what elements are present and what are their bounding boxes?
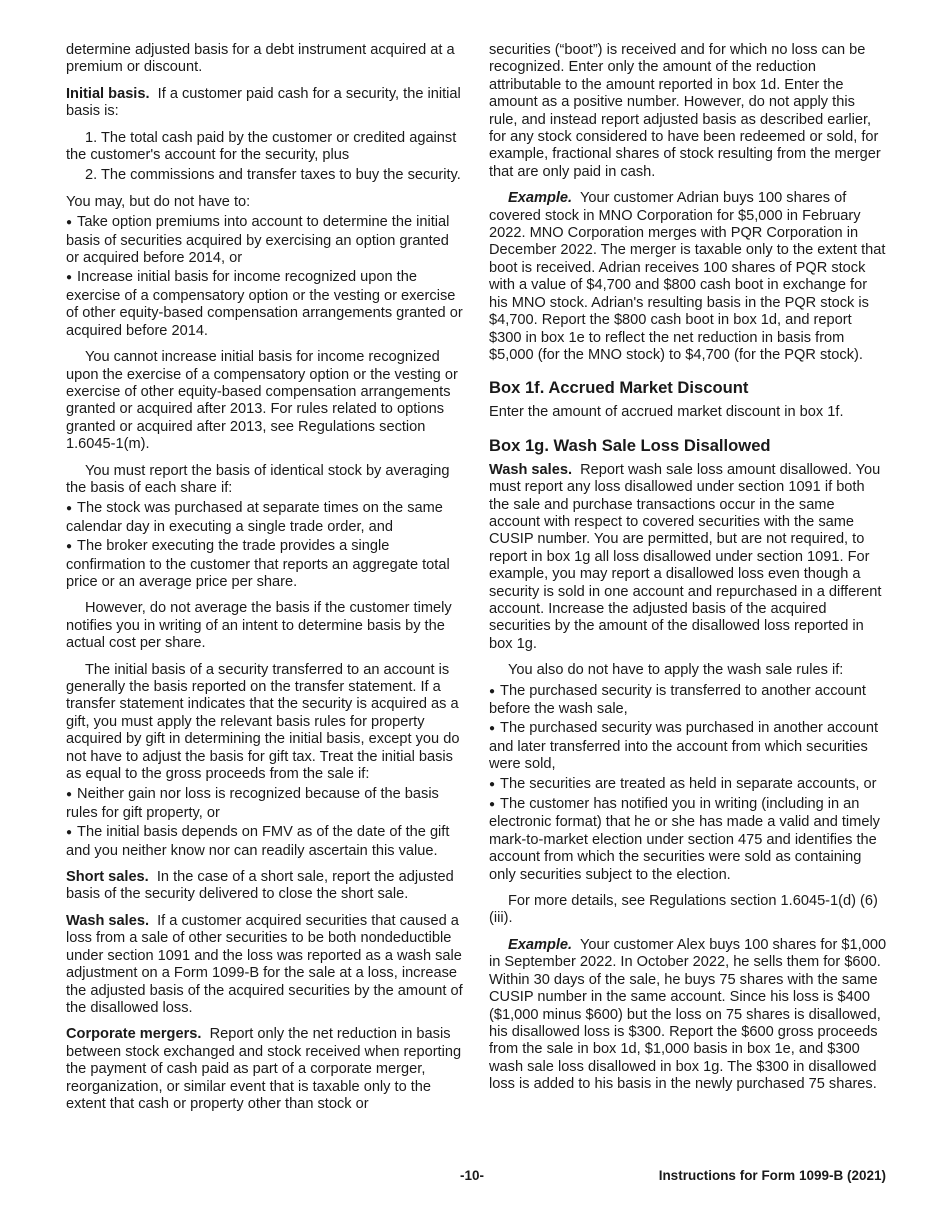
list-item: ● The customer has notified you in writing (including in an electronic format) that he or she has made a valid and timely mark-to-market election under section 475 and identifies the account from which the securities were sold as containing only securities subject to the election. [489,796,880,883]
wash-sales-heading: Wash sales. [489,461,573,478]
wash-sales-paragraph: Wash sales. If a customer acquired securities that caused a loss from a sale of other securities to be both nondeductible under section 1091 and the loss was reported as a wash sale adjustment on a Form 1099-B for the sale at a loss, increase the adjusted basis of the acquired securities by the amount of the disallowed loss. [66,912,463,1016]
example-alex-paragraph: Example. Your customer Alex buys 100 shares for $1,000 in September 2022. In October 2022, he sells them for $600. Within 30 days of the sale, he buys 75 shares with the same CUSIP number in the same account. Since his loss is $400 ($1,000 minus $600) but the loss on 75 shares is disallowed, his disallowed loss is $300. Report the $600 gross proceeds from the sale in box 1d, $1,000 basis in box 1e, and $300 wash sale loss disallowed in box 1g. The $300 in disallowed loss is added to his basis in the newly purchased 75 shares. [489,936,887,1093]
short-sales-paragraph: Short sales. In the case of a short sale, report the adjusted basis of the security delivered to close the short sale. [66,869,454,903]
example-label: Example. [508,190,573,207]
list-item: ● The broker executing the trade provides a single confirmation to the customer that reports an aggregate total price or an average price per share. [66,538,450,590]
list-item: ● The stock was purchased at separate times on the same calendar day in executing a single trade order, and [66,500,443,535]
box-1g-heading: Box 1g. Wash Sale Loss Disallowed [489,435,771,455]
bullet-icon: ● [489,685,496,697]
more-details-paragraph: For more details, see Regulations section 1.6045-1(d) (6)(iii). [489,893,878,927]
continued-paragraph: securities (“boot”) is received and for which no loss can be recognized. Enter only the amount of the reduction attributable to the amount reported in box 1d. Enter the amount as a positive number. However, do not apply this rule, and instead report adjusted basis as described earlier, for any stock considered to have been redeemed or sold, for example, fractional shares of stock resulting from the merger that are only paid in cash. [489,42,881,180]
bullet-icon: ● [66,217,73,229]
numbered-item-1: 1. The total cash paid by the customer or credited against the customer's account for the security, plus [66,129,457,164]
initial-basis-heading: Initial basis. [66,85,150,102]
form-title: Instructions for Form 1099-B (2021) [658,1168,886,1183]
however-paragraph: However, do not average the basis if the customer timely notifies you in writing of an intent to determine basis by the actual cost per share. [66,600,452,652]
bullet-icon: ● [66,827,73,839]
may-intro: You may, but do not have to: [66,193,251,210]
right-column [489,42,887,1103]
corporate-mergers-heading: Corporate mergers. [66,1026,202,1043]
example-label: Example. [508,936,573,953]
short-sales-heading: Short sales. [66,869,149,886]
list-item: ● Take option premiums into account to determine the initial basis of securities acquired by exercising an option granted or acquired before 2014, or [66,214,450,267]
box-1f-heading: Box 1f. Accrued Market Discount [489,378,749,398]
list-item: ● Neither gain nor loss is recognized because of the basis rules for gift property, or [66,786,439,821]
example-adrian-paragraph: Example. Your customer Adrian buys 100 shares of covered stock in MNO Corporation for $5,000 in February 2022. MNO Corporation merges with PQR Corporation in December 2022. The merger is taxable only to the extent that boot is received. Adrian receives 100 shares of PQR stock with a value of $4,700 and $800 cash boot in exchange for his MNO stock. Adrian's resulting basis in the PQR stock is $4,700. Report the $800 cash boot in box 1d, and report $300 in box 1e to reflect the net reduction in basis from $5,000 (for the MNO stock) to $4,700 (for the PQR stock). [489,190,886,363]
bullet-icon: ● [489,778,496,790]
bullet-icon: ● [66,789,73,801]
bullet-icon: ● [66,541,73,553]
bullet-icon: ● [66,272,73,284]
list-item: ● The initial basis depends on FMV as of the date of the gift and you neither know nor can readily ascertain this value. [66,824,450,859]
identical-stock-intro: You must report the basis of identical stock by averaging the basis of each share if: [66,462,450,496]
list-item: ● The purchased security is transferred to another account before the wash sale, [489,682,866,717]
cannot-paragraph: You cannot increase initial basis for income recognized upon the exercise of a compensatory option or the vesting or exercise of other equity-based compensation arrangements granted or acquired after 2013. For rules related to options granted or acquired after 2013, see Regulations section 1.6045-1(m). [66,349,458,453]
bullet-icon: ● [66,503,73,515]
list-item: ● The securities are treated as held in separate accounts, or [489,775,877,792]
list-item: ● The purchased security was purchased in another account and later transferred into the account from which securities were sold, [489,720,879,773]
also-intro: You also do not have to apply the wash sale rules if: [508,662,844,679]
transfer-paragraph: The initial basis of a security transferred to an account is generally the basis reported on the transfer statement. If a transfer statement indicates that the security is acquired as a gift, you must apply the relevant basis rules for property acquired by gift in determining the initial basis, except you do not have to adjust the basis for gift tax. Treat the initial basis as equal to the gross proceeds from the sale if: [66,661,460,783]
page-number: -10- [460,1168,485,1183]
wash-sales-1g-paragraph: Wash sales. Report wash sale loss amount disallowed. You must report any loss disallowed under section 1091 if both the sale and purchase transactions occur in the same account with respect to covered securities with the same CUSIP number. You are permitted, but are not required, to report in box 1g all loss disallowed under section 1091. For example, you may report a disallowed loss even though a security is sold in one account and repurchased in a different account. Increase the adjusted basis of the acquired securities by the amount of the disallowed loss reported in box 1g. [489,461,882,652]
wash-sales-heading: Wash sales. [66,912,150,929]
left-column [66,42,464,1122]
initial-basis-paragraph [66,86,464,121]
box-1f-paragraph: Enter the amount of accrued market discount in box 1f. [489,404,844,421]
continued-paragraph: determine adjusted basis for a debt instrument acquired at a premium or discount. [66,42,455,76]
numbered-item-2: 2. The commissions and transfer taxes to buy the security. [85,167,461,184]
bullet-icon: ● [489,723,496,735]
corporate-mergers-paragraph: Corporate mergers. Report only the net reduction in basis between stock exchanged and stock received when reporting the payment of cash paid as part of a corporate merger, reorganization, or similar event that is taxable only to the extent that cash or property other than stock or [66,1026,462,1112]
list-item: ● Increase initial basis for income recognized upon the exercise of a compensatory option or the vesting or exercise of other equity-based compensation arrangements granted or acquired before 2014. [66,269,463,339]
bullet-icon: ● [489,799,496,811]
initial-basis-text: If a customer paid cash for a security, the initial basis is: [66,85,461,120]
